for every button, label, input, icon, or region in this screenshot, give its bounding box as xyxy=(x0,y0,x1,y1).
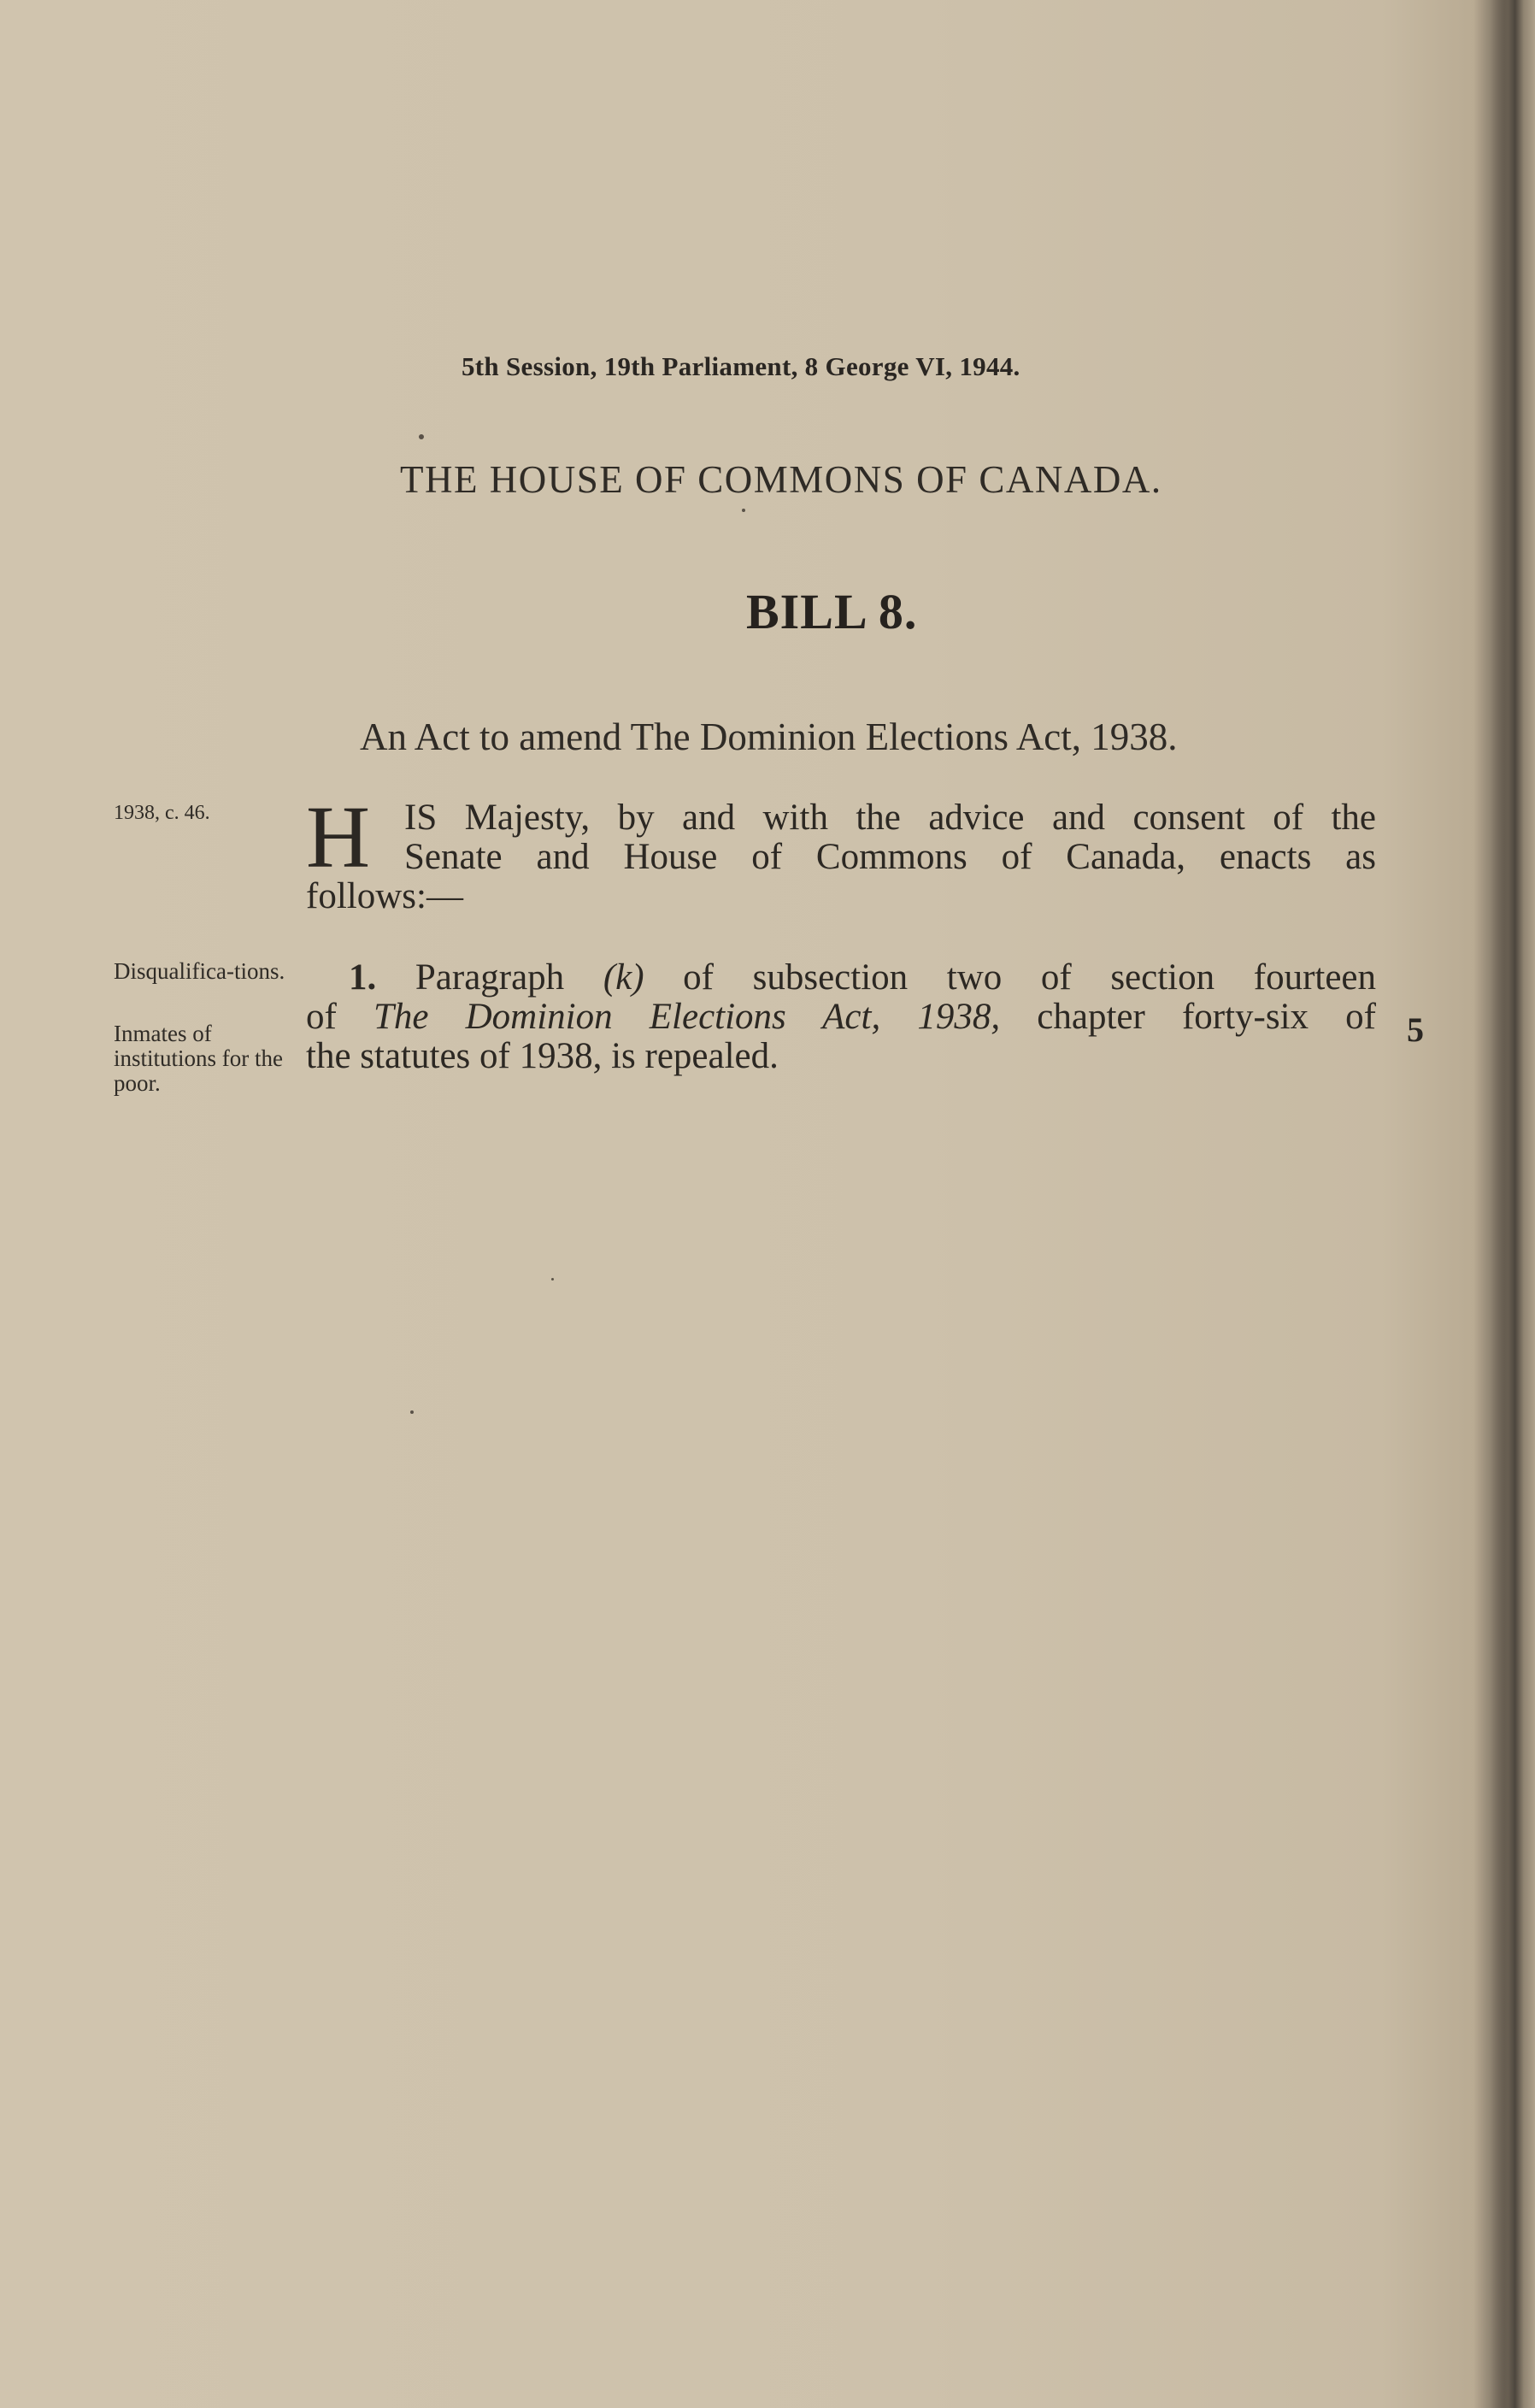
section-1-text-c: of xyxy=(306,997,337,1037)
paper-speck xyxy=(419,434,424,439)
section-1 xyxy=(306,958,1376,1076)
margin-note-disqualifications: Disqualifica-tions. xyxy=(114,958,285,984)
line-number: 5 xyxy=(1407,1010,1424,1049)
section-1-text-a: Paragraph xyxy=(415,957,565,998)
drop-cap: H xyxy=(306,788,371,886)
act-title: An Act to amend The Dominion Elections Act, 1938. xyxy=(360,715,1178,758)
preamble-line-3: follows:— xyxy=(306,876,463,916)
section-1-line-1 xyxy=(306,958,1376,998)
paper-speck xyxy=(410,1410,414,1414)
preamble-line-1: IS Majesty, by and with the advice and consent of the xyxy=(404,798,1376,838)
paper-speck xyxy=(551,1278,554,1281)
session-heading: 5th Session, 19th Parliament, 8 George VI, 1944. xyxy=(462,351,1020,381)
section-1-line-2 xyxy=(306,998,1376,1037)
bill-number: BILL 8. xyxy=(746,584,918,639)
section-1-text-d: chapter forty-six of xyxy=(1037,997,1377,1037)
paragraph-reference: (k) xyxy=(603,957,644,998)
section-1-line-3: the statutes of 1938, is repealed. xyxy=(306,1036,779,1076)
book-spine-shadow xyxy=(1491,0,1535,2408)
margin-note-inmates: Inmates of institutions for the poor. xyxy=(114,1021,283,1096)
paper-speck xyxy=(742,509,745,512)
house-heading: THE HOUSE OF COMMONS OF CANADA. xyxy=(400,458,1162,501)
margin-note-citation: 1938, c. 46. xyxy=(114,802,210,824)
section-1-text-b: of subsection two of section fourteen xyxy=(683,957,1377,998)
section-number: 1. xyxy=(349,957,377,998)
preamble-line-2: Senate and House of Commons of Canada, enacts as xyxy=(404,837,1376,877)
preamble xyxy=(306,788,1376,916)
act-reference: The Dominion Elections Act, 1938, xyxy=(373,997,1001,1037)
